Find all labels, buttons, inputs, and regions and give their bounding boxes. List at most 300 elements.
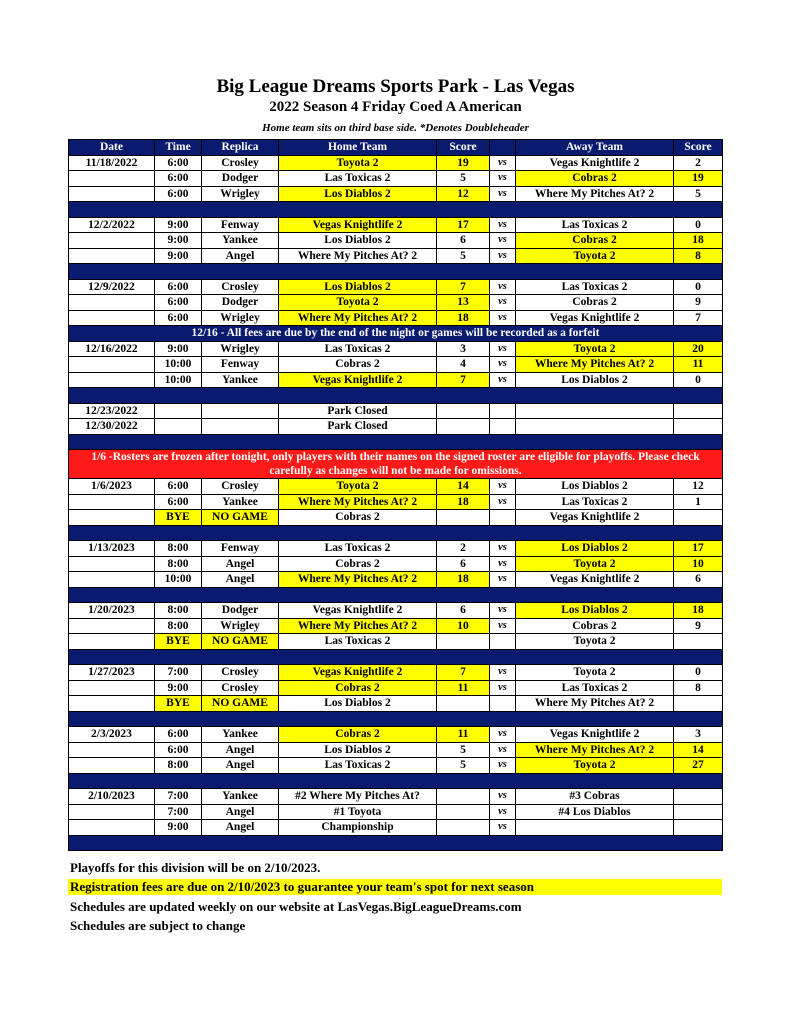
game-time: BYE xyxy=(155,696,202,712)
game-row xyxy=(69,494,723,510)
separator-cell xyxy=(69,202,723,218)
home-team-header: Home Team xyxy=(279,140,437,156)
versus-label: vs xyxy=(490,171,516,187)
away-team: Where My Pitches At? 2 xyxy=(516,696,674,712)
home-score: 7 xyxy=(437,279,490,295)
game-row xyxy=(69,171,723,187)
versus-label: vs xyxy=(490,295,516,311)
away-score: 3 xyxy=(674,727,723,743)
game-row xyxy=(69,372,723,388)
home-team: Los Diablos 2 xyxy=(279,186,437,202)
game-field: Crosley xyxy=(202,665,279,681)
game-time: 9:00 xyxy=(155,233,202,249)
time-header: Time xyxy=(155,140,202,156)
game-time: 7:00 xyxy=(155,789,202,805)
separator-row xyxy=(69,649,723,665)
home-team-note: Home team sits on third base side. *Denotes Doubleheader xyxy=(262,122,529,134)
versus-label: vs xyxy=(490,155,516,171)
game-field: Wrigley xyxy=(202,186,279,202)
separator-cell xyxy=(69,773,723,789)
game-date xyxy=(69,310,155,326)
home-score: 6 xyxy=(437,603,490,619)
game-row xyxy=(69,341,723,357)
game-row xyxy=(69,572,723,588)
away-score: 27 xyxy=(674,758,723,774)
game-field: Crosley xyxy=(202,680,279,696)
versus-label: vs xyxy=(490,310,516,326)
away-team: Las Toxicas 2 xyxy=(516,680,674,696)
away-team xyxy=(516,820,674,836)
game-date: 2/10/2023 xyxy=(69,789,155,805)
game-row xyxy=(69,510,723,526)
home-score: 6 xyxy=(437,233,490,249)
home-team: Park Closed xyxy=(279,419,437,435)
separator-cell xyxy=(69,525,723,541)
versus-label xyxy=(490,634,516,650)
separator-row xyxy=(69,711,723,727)
separator-row xyxy=(69,525,723,541)
date-header: Date xyxy=(69,140,155,156)
away-team: Cobras 2 xyxy=(516,618,674,634)
game-row xyxy=(69,742,723,758)
away-team: Los Diablos 2 xyxy=(516,541,674,557)
game-date: 11/18/2022 xyxy=(69,155,155,171)
game-time: 6:00 xyxy=(155,171,202,187)
versus-label: vs xyxy=(490,742,516,758)
away-team xyxy=(516,419,674,435)
game-date xyxy=(69,804,155,820)
page-subtitle: 2022 Season 4 Friday Coed A American xyxy=(269,99,522,115)
game-row xyxy=(69,556,723,572)
away-team: Vegas Knightlife 2 xyxy=(516,510,674,526)
away-team: Cobras 2 xyxy=(516,295,674,311)
game-date: 1/13/2023 xyxy=(69,541,155,557)
game-time: 6:00 xyxy=(155,279,202,295)
game-date: 12/23/2022 xyxy=(69,403,155,419)
game-time: 9:00 xyxy=(155,217,202,233)
away-score-header: Score xyxy=(674,140,723,156)
game-time: 6:00 xyxy=(155,295,202,311)
home-team: Cobras 2 xyxy=(279,510,437,526)
game-field: Angel xyxy=(202,572,279,588)
away-score: 8 xyxy=(674,248,723,264)
home-score: 19 xyxy=(437,155,490,171)
game-date xyxy=(69,186,155,202)
versus-label: vs xyxy=(490,789,516,805)
away-score xyxy=(674,403,723,419)
home-score: 18 xyxy=(437,310,490,326)
home-score xyxy=(437,820,490,836)
home-team: Las Toxicas 2 xyxy=(279,541,437,557)
away-score: 7 xyxy=(674,310,723,326)
game-row xyxy=(69,696,723,712)
home-team: Los Diablos 2 xyxy=(279,742,437,758)
home-score xyxy=(437,804,490,820)
versus-label: vs xyxy=(490,186,516,202)
versus-label: vs xyxy=(490,541,516,557)
versus-label: vs xyxy=(490,279,516,295)
game-field: Angel xyxy=(202,820,279,836)
home-team: Las Toxicas 2 xyxy=(279,341,437,357)
roster-alert-row xyxy=(69,450,723,479)
home-score: 7 xyxy=(437,372,490,388)
away-score xyxy=(674,419,723,435)
versus-label: vs xyxy=(490,341,516,357)
game-date xyxy=(69,372,155,388)
game-row xyxy=(69,634,723,650)
game-row xyxy=(69,419,723,435)
home-score xyxy=(437,419,490,435)
game-date xyxy=(69,572,155,588)
game-row xyxy=(69,479,723,495)
away-team: Where My Pitches At? 2 xyxy=(516,357,674,373)
away-team: Vegas Knightlife 2 xyxy=(516,310,674,326)
game-field: Fenway xyxy=(202,357,279,373)
away-score: 17 xyxy=(674,541,723,557)
vs-header xyxy=(490,140,516,156)
home-team: Toyota 2 xyxy=(279,479,437,495)
versus-label xyxy=(490,696,516,712)
versus-label: vs xyxy=(490,372,516,388)
game-time: 7:00 xyxy=(155,804,202,820)
game-row xyxy=(69,155,723,171)
header-row xyxy=(69,140,723,156)
game-date: 12/9/2022 xyxy=(69,279,155,295)
game-field xyxy=(202,403,279,419)
away-score: 10 xyxy=(674,556,723,572)
home-team: Cobras 2 xyxy=(279,727,437,743)
game-row xyxy=(69,727,723,743)
away-score: 1 xyxy=(674,494,723,510)
game-field xyxy=(202,419,279,435)
home-score: 2 xyxy=(437,541,490,557)
game-field: Angel xyxy=(202,804,279,820)
home-score: 18 xyxy=(437,572,490,588)
game-date xyxy=(69,248,155,264)
game-time: 6:00 xyxy=(155,310,202,326)
game-field: Fenway xyxy=(202,217,279,233)
versus-label: vs xyxy=(490,494,516,510)
versus-label: vs xyxy=(490,804,516,820)
away-team: Toyota 2 xyxy=(516,665,674,681)
versus-label: vs xyxy=(490,727,516,743)
game-field: Yankee xyxy=(202,789,279,805)
game-row xyxy=(69,820,723,836)
home-score xyxy=(437,789,490,805)
home-score: 5 xyxy=(437,758,490,774)
game-row xyxy=(69,804,723,820)
home-score xyxy=(437,403,490,419)
home-team: Cobras 2 xyxy=(279,680,437,696)
away-score: 9 xyxy=(674,295,723,311)
away-score: 11 xyxy=(674,357,723,373)
game-row xyxy=(69,680,723,696)
home-score: 7 xyxy=(437,665,490,681)
home-team: Where My Pitches At? 2 xyxy=(279,248,437,264)
game-time: 8:00 xyxy=(155,541,202,557)
away-score xyxy=(674,696,723,712)
home-team: Championship xyxy=(279,820,437,836)
game-date: 12/2/2022 xyxy=(69,217,155,233)
home-team: Las Toxicas 2 xyxy=(279,634,437,650)
away-team: Los Diablos 2 xyxy=(516,479,674,495)
home-team: Vegas Knightlife 2 xyxy=(279,665,437,681)
home-team: Where My Pitches At? 2 xyxy=(279,310,437,326)
game-date xyxy=(69,758,155,774)
separator-cell xyxy=(69,264,723,280)
away-team: Toyota 2 xyxy=(516,556,674,572)
game-time: 8:00 xyxy=(155,556,202,572)
game-date xyxy=(69,171,155,187)
home-score: 5 xyxy=(437,742,490,758)
versus-label xyxy=(490,419,516,435)
separator-cell xyxy=(69,587,723,603)
versus-label: vs xyxy=(490,618,516,634)
away-score: 12 xyxy=(674,479,723,495)
game-time: 9:00 xyxy=(155,248,202,264)
versus-label: vs xyxy=(490,357,516,373)
home-team: Where My Pitches At? 2 xyxy=(279,572,437,588)
away-team: Los Diablos 2 xyxy=(516,372,674,388)
registration-note: Registration fees are due on 2/10/2023 to guarantee your team's spot for next season xyxy=(68,879,722,895)
game-time: 9:00 xyxy=(155,680,202,696)
game-date xyxy=(69,357,155,373)
home-score: 18 xyxy=(437,494,490,510)
game-field: Crosley xyxy=(202,279,279,295)
away-team: Vegas Knightlife 2 xyxy=(516,155,674,171)
versus-label: vs xyxy=(490,820,516,836)
home-score xyxy=(437,634,490,650)
game-row xyxy=(69,233,723,249)
separator-row xyxy=(69,434,723,450)
notice-row xyxy=(69,326,723,342)
home-score: 17 xyxy=(437,217,490,233)
separator-cell xyxy=(69,434,723,450)
game-field: NO GAME xyxy=(202,510,279,526)
game-date xyxy=(69,820,155,836)
game-row xyxy=(69,665,723,681)
away-team: Toyota 2 xyxy=(516,248,674,264)
home-team: Vegas Knightlife 2 xyxy=(279,372,437,388)
home-team: #2 Where My Pitches At? xyxy=(279,789,437,805)
home-score: 10 xyxy=(437,618,490,634)
game-date: 2/3/2023 xyxy=(69,727,155,743)
game-time: 8:00 xyxy=(155,603,202,619)
game-field: Dodger xyxy=(202,603,279,619)
notice-text: 12/16 - All fees are due by the end of the night or games will be recorded as a forfeit xyxy=(69,326,723,342)
game-field: Yankee xyxy=(202,233,279,249)
away-score: 18 xyxy=(674,233,723,249)
separator-row xyxy=(69,388,723,404)
versus-label: vs xyxy=(490,556,516,572)
home-score: 5 xyxy=(437,171,490,187)
away-team xyxy=(516,403,674,419)
game-date: 1/6/2023 xyxy=(69,479,155,495)
game-field: Angel xyxy=(202,758,279,774)
versus-label: vs xyxy=(490,248,516,264)
separator-row xyxy=(69,587,723,603)
versus-label xyxy=(490,510,516,526)
game-row xyxy=(69,758,723,774)
game-field: Yankee xyxy=(202,494,279,510)
game-time: 10:00 xyxy=(155,372,202,388)
home-score: 12 xyxy=(437,186,490,202)
separator-row xyxy=(69,264,723,280)
away-score: 6 xyxy=(674,572,723,588)
home-team: Las Toxicas 2 xyxy=(279,171,437,187)
game-time: 10:00 xyxy=(155,357,202,373)
game-date: 12/30/2022 xyxy=(69,419,155,435)
game-field: NO GAME xyxy=(202,696,279,712)
game-field: NO GAME xyxy=(202,634,279,650)
replica-header: Replica xyxy=(202,140,279,156)
away-score xyxy=(674,789,723,805)
separator-cell xyxy=(69,835,723,851)
home-score: 11 xyxy=(437,727,490,743)
game-field: Dodger xyxy=(202,295,279,311)
game-time: 7:00 xyxy=(155,665,202,681)
game-time: BYE xyxy=(155,634,202,650)
website-note: Schedules are updated weekly on our website at LasVegas.BigLeagueDreams.com xyxy=(70,899,522,914)
game-row xyxy=(69,541,723,557)
away-team: Toyota 2 xyxy=(516,341,674,357)
game-row xyxy=(69,295,723,311)
home-team: Toyota 2 xyxy=(279,155,437,171)
away-team: #4 Los Diablos xyxy=(516,804,674,820)
home-team: Vegas Knightlife 2 xyxy=(279,603,437,619)
game-row xyxy=(69,357,723,373)
home-score: 11 xyxy=(437,680,490,696)
game-row xyxy=(69,603,723,619)
versus-label: vs xyxy=(490,217,516,233)
home-score-header: Score xyxy=(437,140,490,156)
away-team: Las Toxicas 2 xyxy=(516,217,674,233)
home-team: #1 Toyota xyxy=(279,804,437,820)
away-score: 0 xyxy=(674,217,723,233)
game-time: 9:00 xyxy=(155,820,202,836)
game-time: 8:00 xyxy=(155,758,202,774)
game-row xyxy=(69,310,723,326)
game-date xyxy=(69,634,155,650)
away-score: 19 xyxy=(674,171,723,187)
page-title: Big League Dreams Sports Park - Las Vegas xyxy=(216,76,575,97)
away-score: 0 xyxy=(674,372,723,388)
away-score: 9 xyxy=(674,618,723,634)
game-time: 10:00 xyxy=(155,572,202,588)
away-score: 5 xyxy=(674,186,723,202)
game-time: 6:00 xyxy=(155,155,202,171)
home-team: Toyota 2 xyxy=(279,295,437,311)
game-row xyxy=(69,403,723,419)
game-date: 1/20/2023 xyxy=(69,603,155,619)
game-row xyxy=(69,248,723,264)
home-team: Las Toxicas 2 xyxy=(279,758,437,774)
away-team: Los Diablos 2 xyxy=(516,603,674,619)
separator-row xyxy=(69,202,723,218)
home-score: 5 xyxy=(437,248,490,264)
versus-label xyxy=(490,403,516,419)
schedule-table xyxy=(68,139,723,851)
game-field: Fenway xyxy=(202,541,279,557)
home-team: Los Diablos 2 xyxy=(279,233,437,249)
game-time: 9:00 xyxy=(155,341,202,357)
roster-alert-text: 1/6 -Rosters are frozen after tonight, only players with their names on the signed roster are eligible for playoffs. Please check carefully as changes will not be made for omissions. xyxy=(69,450,723,479)
game-row xyxy=(69,789,723,805)
away-team: Toyota 2 xyxy=(516,758,674,774)
game-date xyxy=(69,742,155,758)
away-score: 2 xyxy=(674,155,723,171)
separator-cell xyxy=(69,649,723,665)
game-field: Crosley xyxy=(202,155,279,171)
game-field: Dodger xyxy=(202,171,279,187)
versus-label: vs xyxy=(490,603,516,619)
game-field: Wrigley xyxy=(202,618,279,634)
game-date xyxy=(69,233,155,249)
away-score: 8 xyxy=(674,680,723,696)
game-field: Angel xyxy=(202,556,279,572)
away-score: 0 xyxy=(674,665,723,681)
away-score: 0 xyxy=(674,279,723,295)
versus-label: vs xyxy=(490,233,516,249)
game-time: 6:00 xyxy=(155,494,202,510)
away-team: Where My Pitches At? 2 xyxy=(516,186,674,202)
game-field: Yankee xyxy=(202,727,279,743)
game-time xyxy=(155,419,202,435)
game-time: 6:00 xyxy=(155,479,202,495)
game-field: Yankee xyxy=(202,372,279,388)
game-field: Crosley xyxy=(202,479,279,495)
game-date xyxy=(69,618,155,634)
game-row xyxy=(69,217,723,233)
versus-label: vs xyxy=(490,479,516,495)
game-time: 6:00 xyxy=(155,186,202,202)
game-row xyxy=(69,279,723,295)
home-team: Park Closed xyxy=(279,403,437,419)
separator-cell xyxy=(69,388,723,404)
home-score: 4 xyxy=(437,357,490,373)
home-team: Where My Pitches At? 2 xyxy=(279,618,437,634)
home-score xyxy=(437,696,490,712)
home-team: Cobras 2 xyxy=(279,357,437,373)
home-team: Los Diablos 2 xyxy=(279,696,437,712)
home-team: Vegas Knightlife 2 xyxy=(279,217,437,233)
away-team: Toyota 2 xyxy=(516,634,674,650)
home-team: Los Diablos 2 xyxy=(279,279,437,295)
game-time: BYE xyxy=(155,510,202,526)
home-score: 13 xyxy=(437,295,490,311)
versus-label: vs xyxy=(490,758,516,774)
away-score xyxy=(674,804,723,820)
away-team: Cobras 2 xyxy=(516,233,674,249)
away-team: Las Toxicas 2 xyxy=(516,279,674,295)
away-score: 20 xyxy=(674,341,723,357)
game-date: 12/16/2022 xyxy=(69,341,155,357)
game-row xyxy=(69,618,723,634)
game-date: 1/27/2023 xyxy=(69,665,155,681)
away-team: Where My Pitches At? 2 xyxy=(516,742,674,758)
playoffs-note: Playoffs for this division will be on 2/10/2023. xyxy=(70,860,321,875)
game-date xyxy=(69,696,155,712)
away-score: 18 xyxy=(674,603,723,619)
away-team: Vegas Knightlife 2 xyxy=(516,727,674,743)
game-time xyxy=(155,403,202,419)
game-field: Wrigley xyxy=(202,341,279,357)
away-score: 14 xyxy=(674,742,723,758)
game-date xyxy=(69,494,155,510)
home-score: 6 xyxy=(437,556,490,572)
away-team: Las Toxicas 2 xyxy=(516,494,674,510)
home-team: Cobras 2 xyxy=(279,556,437,572)
